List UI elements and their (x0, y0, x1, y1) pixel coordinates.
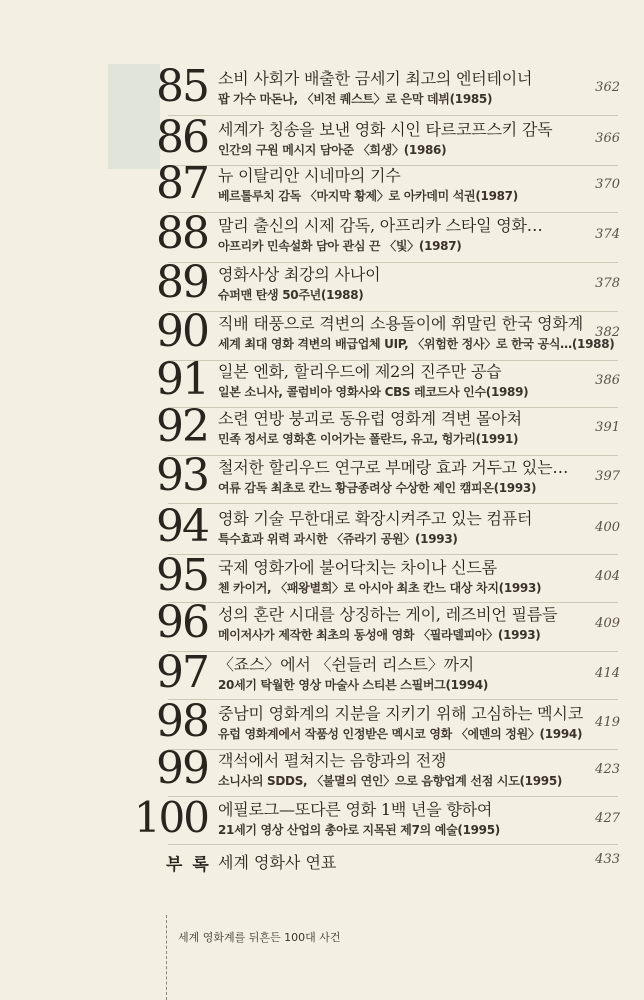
chapter-subtitle: 인간의 구원 메시지 담아준 〈희생〉(1986) (218, 143, 447, 157)
toc-entry-88[interactable] (0, 208, 644, 259)
running-footer: 세계 영화계를 뒤흔든 100대 사건 (178, 931, 341, 944)
chapter-subtitle: 20세기 탁월한 영상 마술사 스티븐 스필버그(1994) (218, 678, 489, 692)
entry-divider (168, 503, 618, 504)
page-number: 409 (595, 616, 620, 631)
entry-divider (168, 796, 618, 797)
toc-entry-89[interactable] (0, 257, 644, 308)
chapter-subtitle: 소니사의 SDDS, 〈불멸의 연인〉으로 음향업계 선점 시도(1995) (218, 774, 563, 788)
toc-entry-94[interactable] (0, 501, 644, 552)
entry-divider (168, 651, 618, 652)
chapter-title: 객석에서 펼쳐지는 음향과의 전쟁 (218, 751, 447, 770)
chapter-number: 87 (156, 158, 208, 209)
page-number: 378 (595, 276, 620, 291)
appendix-label: 부 록 (166, 855, 211, 875)
chapter-number: 86 (156, 112, 208, 163)
chapter-number: 96 (156, 597, 208, 648)
entry-divider (168, 455, 618, 456)
chapter-title: 소비 사회가 배출한 금세기 최고의 엔터테이너 (218, 69, 533, 88)
chapter-number: 94 (156, 501, 208, 552)
chapter-subtitle: 세계 최대 영화 격변의 배급업체 UIP, 〈위험한 정사〉로 한국 공식…(1988) (218, 337, 615, 351)
toc-entry-96[interactable] (0, 597, 644, 648)
footer-rule (166, 915, 168, 1000)
entry-divider (168, 115, 618, 116)
chapter-subtitle: 유럽 영화계에서 작품성 인정받은 멕시코 영화 〈에덴의 정원〉(1994) (218, 727, 583, 741)
chapter-title: 영화사상 최강의 사나이 (218, 265, 381, 284)
chapter-title: 성의 혼란 시대를 상징하는 게이, 레즈비언 필름들 (218, 605, 558, 624)
page-number: 370 (595, 177, 620, 192)
chapter-number: 93 (156, 450, 208, 501)
page-number: 382 (595, 325, 620, 340)
chapter-number: 100 (133, 793, 208, 842)
entry-divider (168, 311, 618, 312)
toc-entry-95[interactable] (0, 550, 644, 601)
entry-divider (168, 699, 618, 700)
entry-divider (168, 554, 618, 555)
entry-divider (168, 212, 618, 213)
chapter-number: 88 (156, 208, 208, 259)
page-number: 374 (595, 227, 620, 242)
page-number: 414 (595, 666, 620, 681)
chapter-subtitle: 메이저사가 제작한 최초의 동성애 영화 〈필라델피아〉(1993) (218, 628, 541, 642)
toc-entry-97[interactable] (0, 647, 644, 698)
chapter-title: 중남미 영화계의 지분을 지키기 위해 고심하는 멕시코 (218, 704, 583, 723)
chapter-number: 89 (156, 257, 208, 308)
toc-entry-98[interactable] (0, 696, 644, 747)
page-number: 427 (595, 811, 620, 826)
toc-entry-92[interactable] (0, 401, 644, 452)
chapter-number: 97 (156, 647, 208, 698)
page-number: 397 (595, 469, 620, 484)
chapter-title: 세계가 칭송을 보낸 영화 시인 타르코프스키 감독 (218, 120, 553, 139)
chapter-subtitle: 아프리카 민속설화 담아 관심 끈 〈빛〉(1987) (218, 239, 462, 253)
page-number: 391 (595, 420, 620, 435)
chapter-title: 〈죠스〉에서 〈쉰들러 리스트〉까지 (218, 655, 475, 674)
chapter-subtitle: 첸 카이거, 〈패왕별희〉로 아시아 최초 칸느 대상 차지(1993) (218, 581, 542, 595)
toc-entry-100[interactable] (0, 793, 644, 843)
chapter-subtitle: 특수효과 위력 과시한 〈쥬라기 공원〉(1993) (218, 532, 458, 546)
entry-divider (168, 844, 618, 845)
chapter-title: 소련 연방 붕괴로 동유럽 영화계 격변 몰아쳐 (218, 409, 522, 428)
appendix-title: 세계 영화사 연표 (218, 853, 337, 872)
chapter-subtitle: 21세기 영상 산업의 총아로 지목된 제7의 예술(1995) (218, 823, 500, 837)
entry-divider (168, 262, 618, 263)
chapter-number: 90 (156, 306, 208, 357)
page-number: 362 (595, 80, 620, 95)
page-number: 400 (595, 520, 620, 535)
chapter-title: 직배 태풍으로 격변의 소용돌이에 휘말린 한국 영화계 (218, 314, 583, 333)
toc-entry-86[interactable] (0, 112, 644, 163)
chapter-subtitle: 여류 감독 최초로 칸느 황금종려상 수상한 제인 캠피온(1993) (218, 481, 537, 495)
chapter-subtitle: 베르톨루치 감독 〈마지막 황제〉로 아카데미 석권(1987) (218, 189, 518, 203)
chapter-number: 99 (156, 743, 208, 794)
page-number: 419 (595, 715, 620, 730)
chapter-subtitle: 슈퍼맨 탄생 50주년(1988) (218, 288, 364, 302)
chapter-number: 92 (156, 401, 208, 452)
chapter-subtitle: 일본 소니사, 콜럼비아 영화사와 CBS 레코드사 인수(1989) (218, 385, 529, 399)
chapter-title: 뉴 이탈리안 시네마의 기수 (218, 166, 401, 185)
page-number: 386 (595, 373, 620, 388)
chapter-title: 국제 영화가에 불어닥치는 차이나 신드롬 (218, 558, 497, 577)
chapter-title: 일본 엔화, 할리우드에 제2의 진주만 공습 (218, 362, 502, 381)
chapter-subtitle: 민족 정서로 영화혼 이어가는 폴란드, 유고, 헝가리(1991) (218, 432, 519, 446)
chapter-title: 영화 기술 무한대로 확장시켜주고 있는 컴퓨터 (218, 509, 533, 528)
chapter-number: 91 (156, 354, 208, 405)
chapter-title: 말리 출신의 시제 감독, 아프리카 스타일 영화… (218, 216, 543, 235)
chapter-title: 철저한 할리우드 연구로 부메랑 효과 거두고 있는… (218, 458, 569, 477)
toc-entry-91[interactable] (0, 354, 644, 405)
toc-entry-99[interactable] (0, 743, 644, 794)
page-number: 404 (595, 569, 620, 584)
chapter-number: 85 (156, 61, 208, 112)
entry-divider (168, 602, 618, 603)
chapter-number: 98 (156, 696, 208, 747)
chapter-number: 95 (156, 550, 208, 601)
page-number: 366 (595, 131, 620, 146)
chapter-title: 에필로그—또다른 영화 1백 년을 향하여 (218, 800, 493, 819)
page-number: 433 (595, 852, 620, 867)
toc-entry-87[interactable] (0, 158, 644, 209)
toc-entry-85[interactable] (0, 61, 644, 112)
toc-entry-90[interactable] (0, 306, 644, 357)
toc-appendix[interactable] (0, 850, 644, 880)
page-number: 423 (595, 762, 620, 777)
chapter-subtitle: 팝 가수 마돈나, 〈비전 퀘스트〉로 은막 데뷔(1985) (218, 92, 493, 106)
toc-entry-93[interactable] (0, 450, 644, 501)
